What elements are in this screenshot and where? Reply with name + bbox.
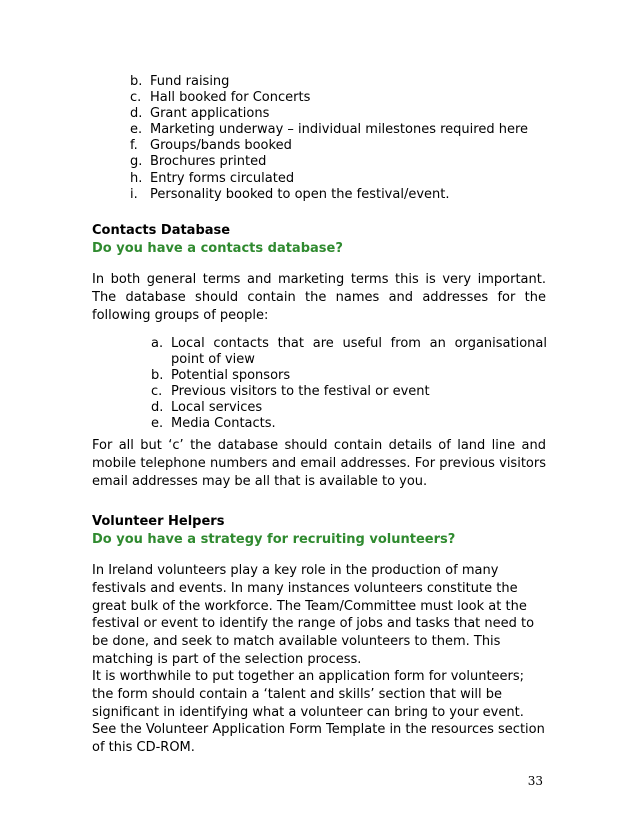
list-item-text: Fund raising xyxy=(150,74,230,89)
list-marker: b. xyxy=(130,74,143,89)
list-marker: a. xyxy=(151,336,164,351)
list-item xyxy=(130,138,528,154)
list-marker: i. xyxy=(130,186,138,202)
list-item xyxy=(130,106,528,122)
list-item-text: Personality booked to open the festival/event. xyxy=(150,186,450,202)
list-item xyxy=(130,154,528,170)
volunteers-paragraph: It is worthwhile to put together an application form for volunteers; the form should contain a ‘talent and skills’ section that will be significant in identifying what a volunteer can bring to your event. See the Volunteer Application Form Template in the resources section of this CD-ROM. xyxy=(92,669,545,756)
list-marker: g. xyxy=(130,154,143,170)
list-item xyxy=(130,90,528,106)
list-item-text: Grant applications xyxy=(150,106,270,122)
contacts-list xyxy=(151,336,547,433)
list-marker: d. xyxy=(151,400,164,416)
list-marker: f. xyxy=(130,138,138,154)
contacts-intro: In both general terms and marketing terms this is very important. The database should contain the names and addresses for the following groups of people: xyxy=(92,272,546,323)
list-item-text: Media Contacts. xyxy=(171,416,276,432)
list-item xyxy=(151,384,547,400)
list-marker: d. xyxy=(130,106,143,122)
list-item-text: Hall booked for Concerts xyxy=(150,90,311,106)
list-item-text: Potential sponsors xyxy=(171,368,291,384)
volunteers-paragraph: In Ireland volunteers play a key role in the production of many festivals and events. In many instances volunteers constitute the great bulk of the workforce. The Team/Committee must look at the festival or event to identify the range of jobs and tasks that need to be done, and seek to match available volunteers to them. This matching is part of the selection process. xyxy=(92,563,535,667)
contacts-closing: For all but ‘c’ the database should contain details of land line and mobile telephone numbers and email addresses. For previous visitors email addresses may be all that is available to you. xyxy=(92,438,546,489)
contacts-question: Do you have a contacts database? xyxy=(92,241,343,256)
list-item-text: Local contacts that are useful from an organisational point of view xyxy=(171,336,547,368)
page-number: 33 xyxy=(527,774,543,788)
list-item xyxy=(130,187,528,203)
list-marker: e. xyxy=(151,416,164,432)
list-item xyxy=(151,416,547,432)
list-item xyxy=(130,74,528,90)
list-item-text: Marketing underway – individual milestones required here xyxy=(150,122,529,138)
list-item-text: Previous visitors to the festival or event xyxy=(171,384,430,400)
list-item-text: Local services xyxy=(171,400,263,416)
list-item xyxy=(151,336,547,368)
list-marker: c. xyxy=(130,90,142,106)
volunteers-question: Do you have a strategy for recruiting volunteers? xyxy=(92,532,456,547)
volunteers-heading: Volunteer Helpers xyxy=(92,514,225,529)
milestone-list xyxy=(130,74,528,203)
list-item xyxy=(130,171,528,187)
list-item xyxy=(130,122,528,138)
list-marker: c. xyxy=(151,384,163,400)
contacts-heading: Contacts Database xyxy=(92,223,231,238)
list-item xyxy=(151,368,547,384)
list-item-text: Brochures printed xyxy=(150,154,267,170)
list-item-text: Groups/bands booked xyxy=(150,138,292,154)
list-marker: b. xyxy=(151,368,164,384)
list-item xyxy=(151,400,547,416)
list-marker: e. xyxy=(130,122,143,138)
list-marker: h. xyxy=(130,170,143,186)
list-item-text: Entry forms circulated xyxy=(150,170,295,186)
